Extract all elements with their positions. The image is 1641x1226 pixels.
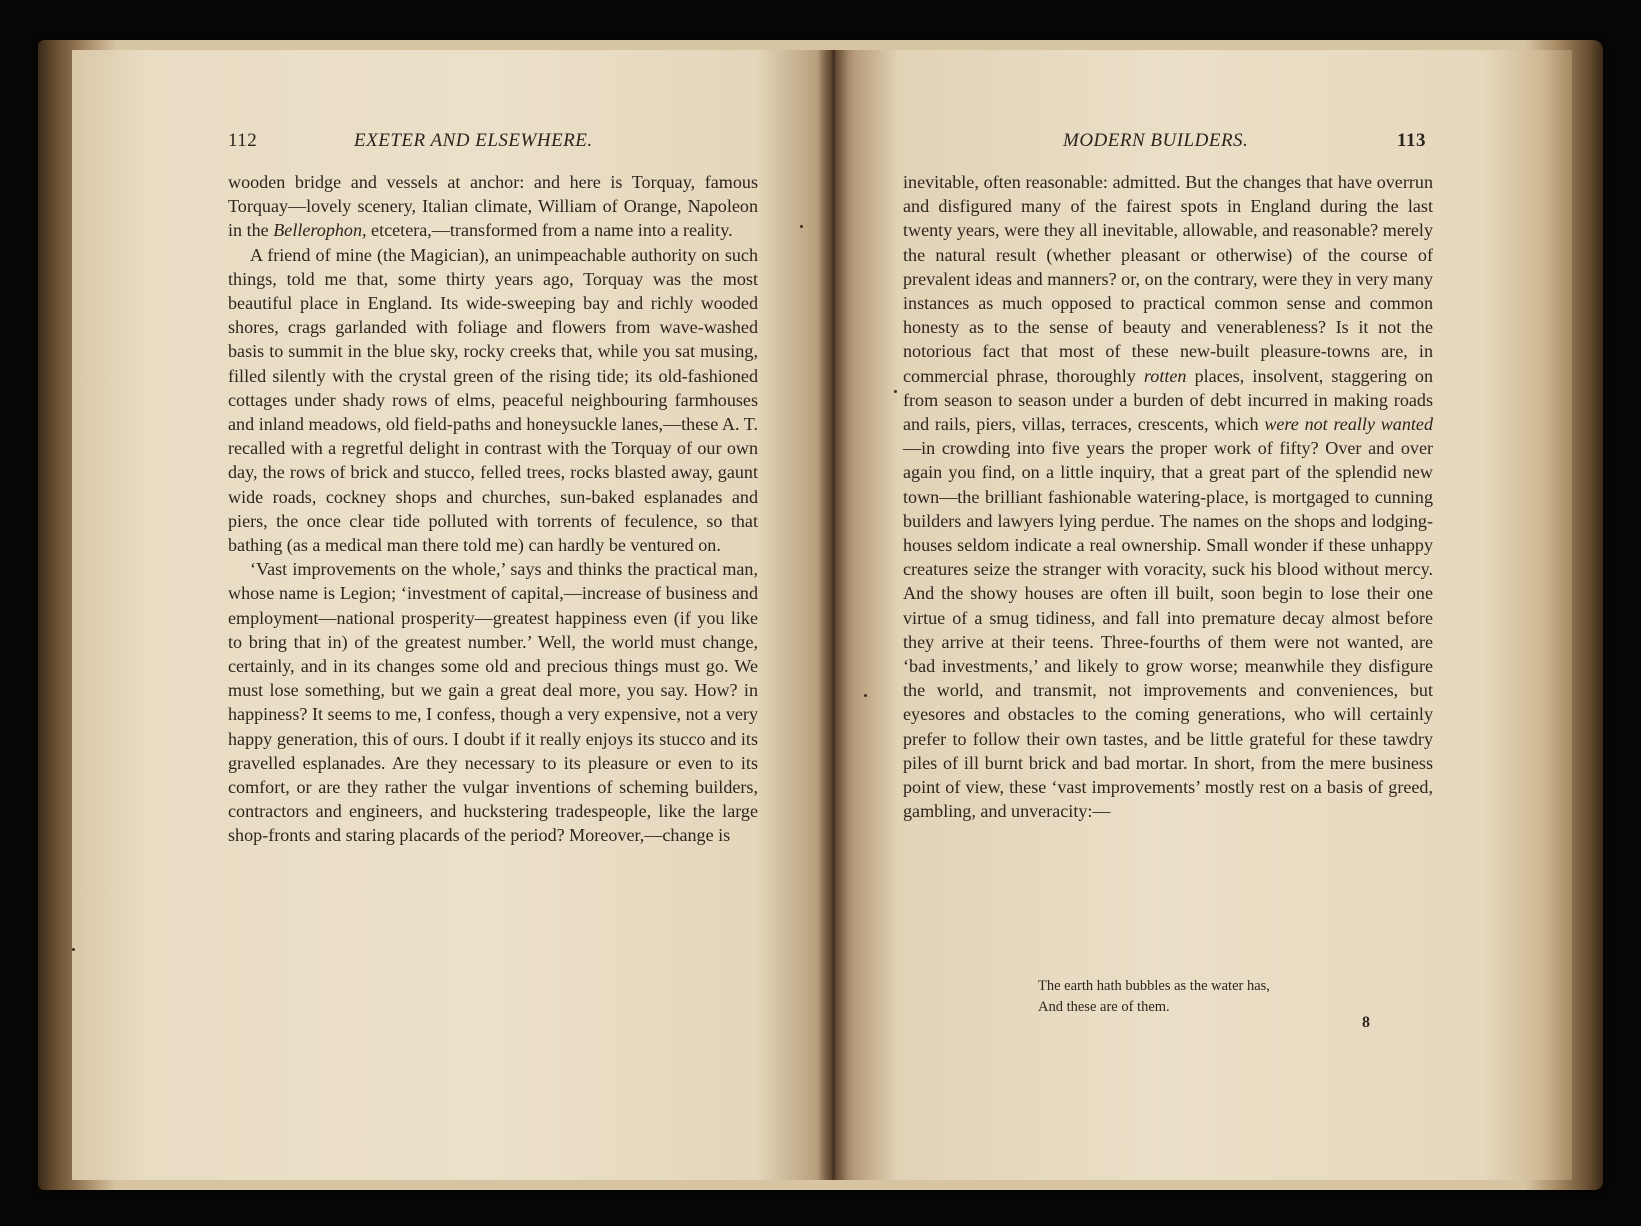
left-page-number: 112 [228, 130, 258, 151]
right-page-number: 113 [1397, 130, 1426, 151]
italic-text: rotten [1143, 365, 1187, 386]
verse-line: The earth hath bubbles as the water has, [1038, 978, 1270, 994]
text-run: wooden bridge and vessels at anchor: and here is Torquay, famous Torquay—lovely scenery, Italian climate, William of Orange, Napoleon in the [228, 172, 758, 241]
left-running-title: EXETER AND ELSEWHERE. [354, 130, 593, 151]
paragraph [228, 557, 758, 847]
text-run: A friend of mine (the Magician), an unimpeachable authority on such things, told me that, some thirty years ago, Torquay was the most beautiful place in England. Its wide-sweeping bay and richly wooded shores, crags garlanded with foliage and flowers from wave-washed basis to summit in the blue sky, rocky creeks that, while you sat musing, filled silently with the crystal green of the rising tide; its old-fashioned cottages under shady rows of elms, peaceful neighbouring farmhouses and inland meadows, old field-paths and honeysuckle lanes,—these A. T. recalled with a regretful delight in contrast with the Torquay of our own day, the rows of brick and stucco, felled trees, rocks blasted away, gaunt wide roads, cockney shops and churches, sun-baked esplanades and piers, the once clear tide polluted with torrents of feculence, so that bathing (as a medical man there told me) can hardly be ventured on. [228, 244, 758, 556]
paper-speck [864, 694, 867, 697]
paragraph [228, 170, 758, 243]
paragraph [228, 243, 758, 558]
text-run: etcetera,—transformed from a name into a reality. [366, 220, 733, 241]
italic-text: Bellerophon, [273, 220, 367, 241]
signature-mark: 8 [1362, 1014, 1370, 1031]
paper-speck [800, 225, 803, 228]
text-run: —in crowding into five years the proper work of fifty? Over and over again you find, on a little inquiry, that a great part of the splendid new town—the brilliant fashionable watering-place, is mortgaged to cunning builders and lawyers lying perdue. The names on the shops and lodging-houses seldom indicate a real ownership. Small wonder if these unhappy creatures seize the stranger with voracity, suck his blood without mercy. And the showy houses are often ill built, soon begin to lose their one virtue of a smug tidiness, and fall into premature decay almost before they arrive at their teens. Three-fourths of them were not wanted, are ‘bad investments,’ and likely to grow worse; meanwhile they disfigure the world, and transmit, not improvements and conveniences, but eyesores and obstacles to the coming generations, who will certainly prefer to follow their own tastes, and be little grateful for these tawdry piles of ill burnt brick and bad mortar. In short, from the mere business point of view, these ‘vast improvements’ mostly rest on a basis of greed, gambling, and unveracity:— [903, 438, 1433, 822]
paper-speck [72, 948, 75, 951]
verse-line: And these are of them. [1038, 999, 1170, 1015]
italic-text: were not really wanted [1264, 414, 1433, 435]
left-page-text [228, 170, 758, 848]
paper-speck [894, 390, 897, 393]
book-gutter [818, 50, 848, 1180]
paragraph [903, 170, 1433, 823]
text-run: ‘Vast improvements on the whole,’ says and thinks the practical man, whose name is Legion; ‘investment of capital,—increase of business and employment—national prosperity—greatest happiness even (if you like to bring that in) of the greatest number.’ Well, the world must change, certainly, and in its changes some old and precious things must go. We must lose something, but we gain a great deal more, you say. How? in happiness? It seems to me, I confess, though a very expensive, not a very happy generation, this of ours. I doubt if it really enjoys its stucco and its gravelled esplanades. Are they necessary to its pleasure or even to its comfort, or are they rather the vulgar inventions of scheming builders, contractors and engineers, and huckstering tradespeople, like the large shop-fronts and staring placards of the period? Moreover,—change is [228, 559, 758, 846]
right-page-text [903, 170, 1433, 823]
right-running-title: MODERN BUILDERS. [1063, 130, 1249, 151]
text-run: places, insolvent, staggering on from season to season under a burden of debt incurred in making roads and rails, piers, villas, terraces, crescents, which [903, 365, 1433, 435]
verse-quotation [1038, 976, 1270, 1018]
text-run: inevitable, often reasonable: admitted. But the changes that have overrun and disfigured many of the fairest spots in England during the last twenty years, were they all inevitable, allowable, and reasonable? merely the natural result (whether pleasant or otherwise) of the course of prevalent ideas and manners? or, on the contrary, were they in very many instances as much opposed to practical common sense and common honesty as to the sense of beauty and venerableness? Is it not the notorious fact that most of these new-built pleasure-towns are, in commercial phrase, thoroughly [903, 172, 1433, 386]
